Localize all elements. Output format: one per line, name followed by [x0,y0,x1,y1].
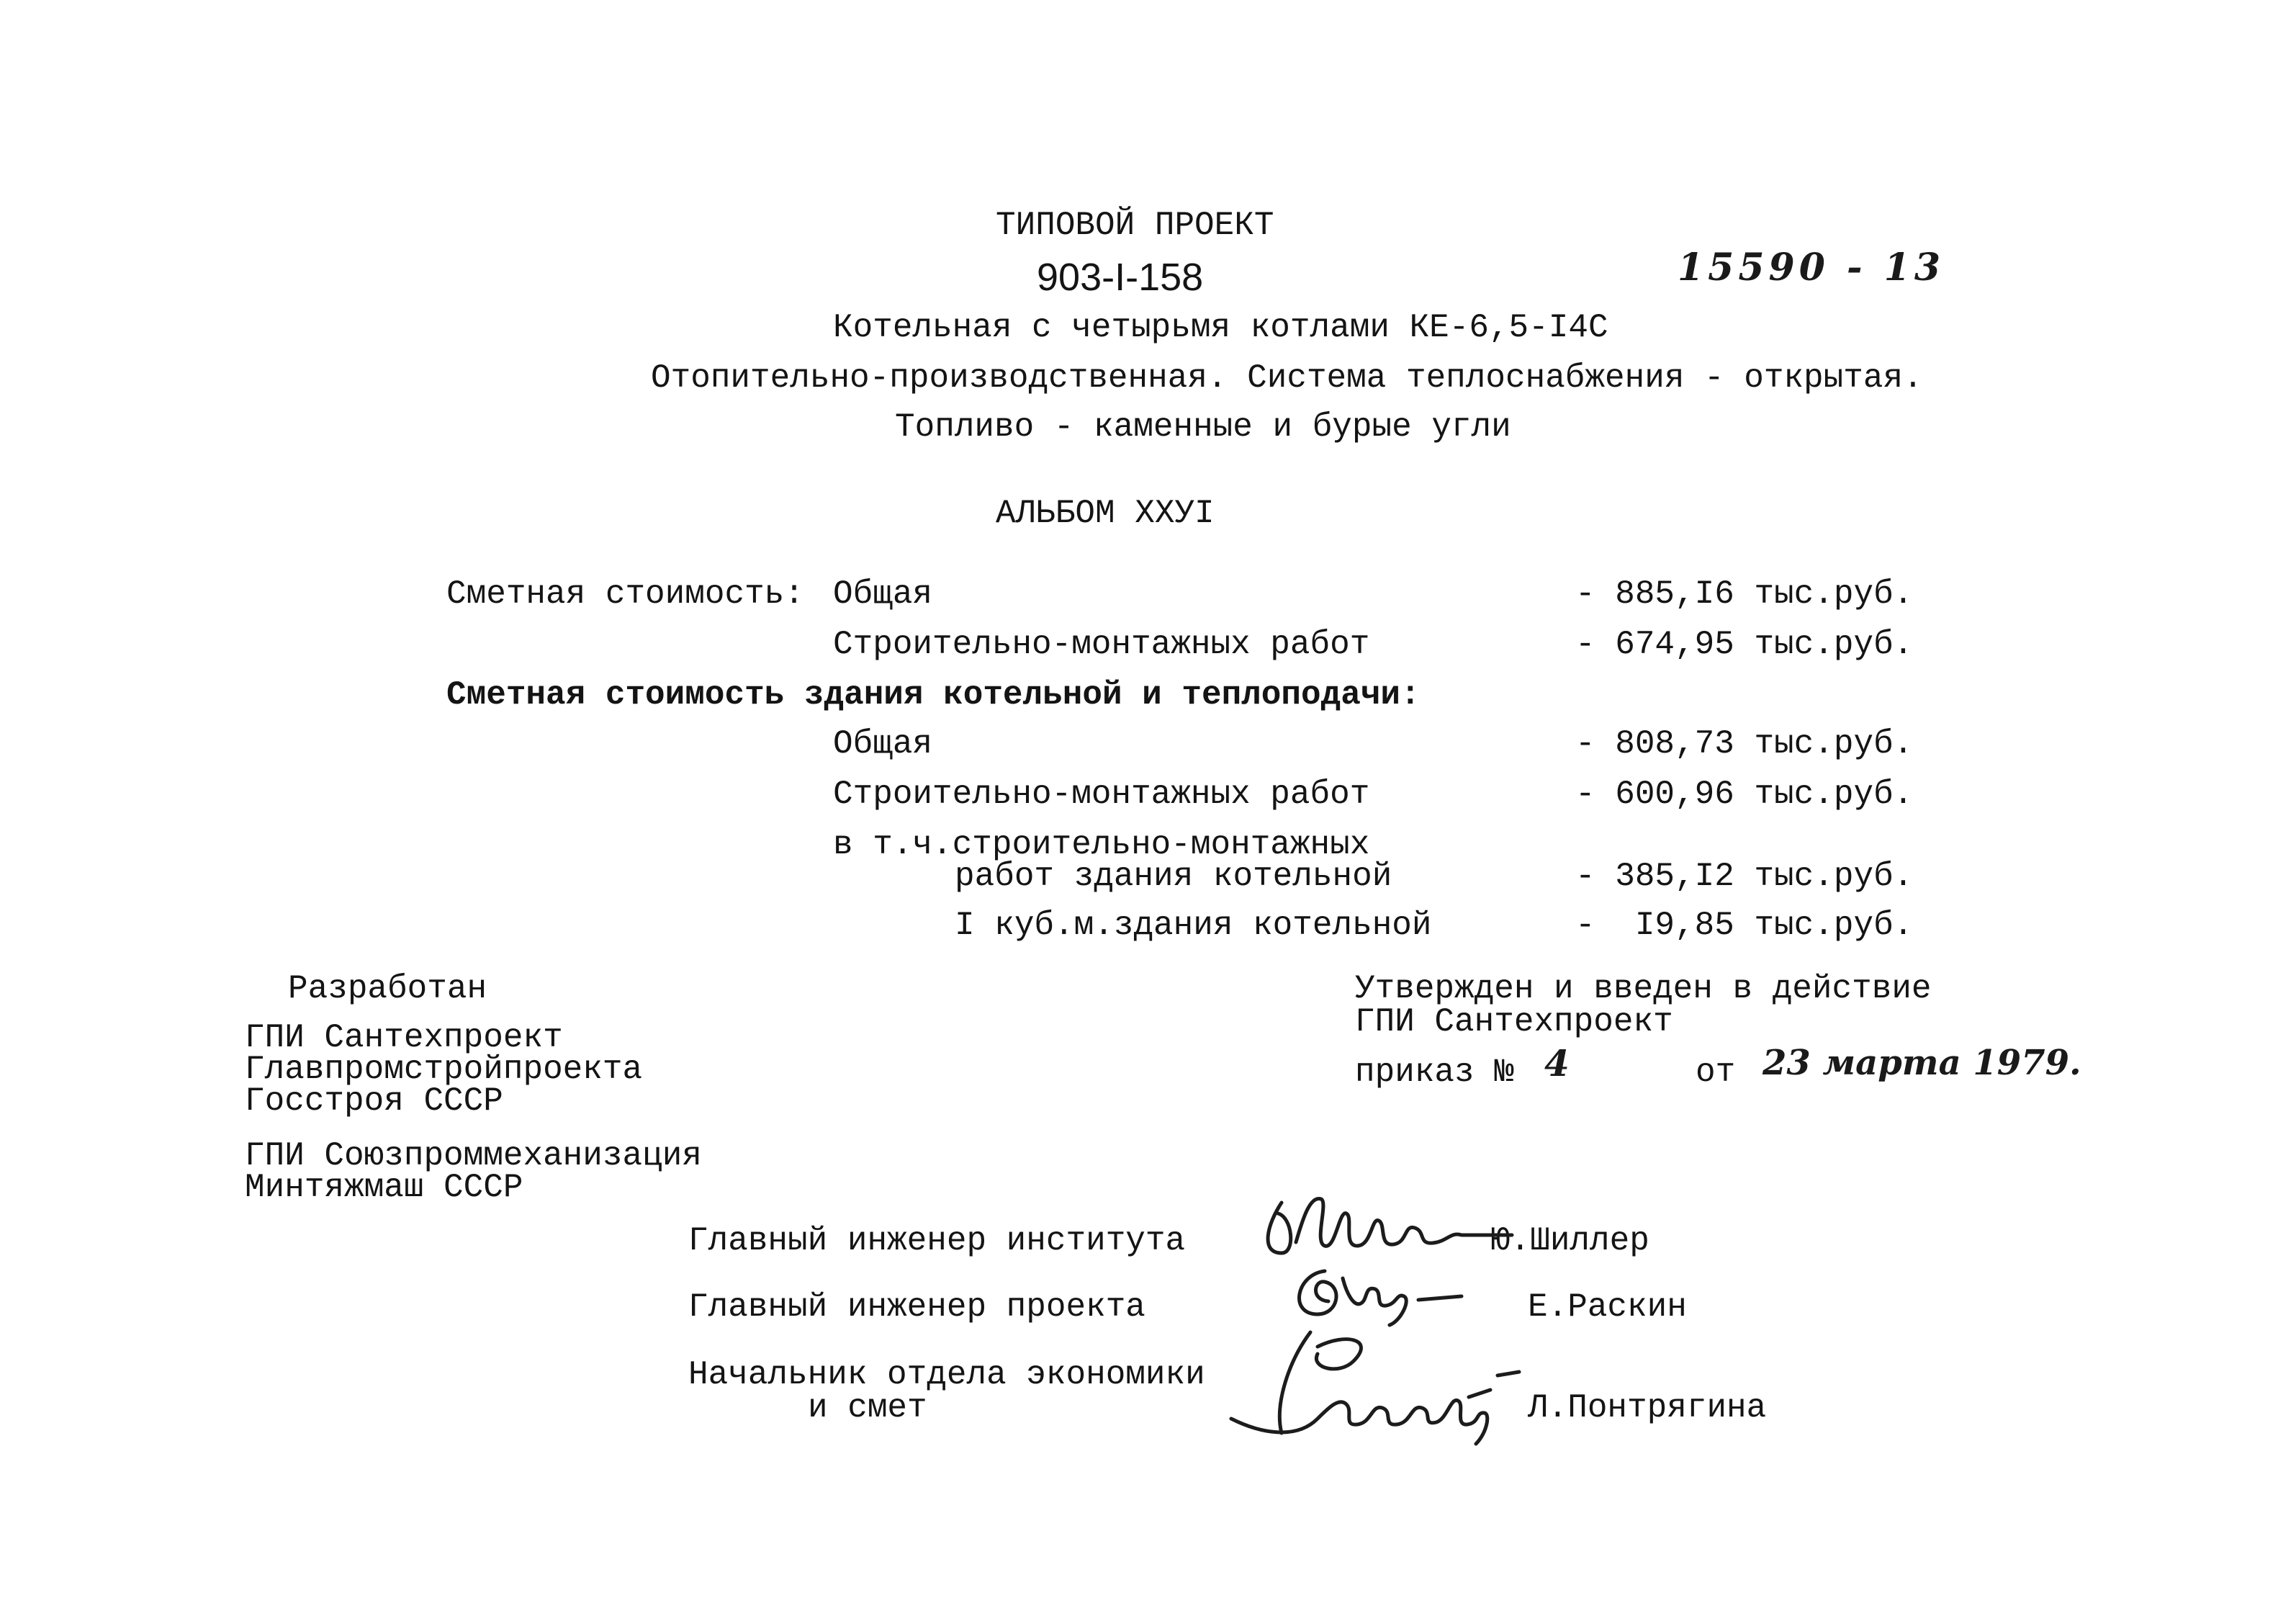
cost-row-value: - I9,85 тыс.руб. [1575,907,1914,944]
signatory-position: Главный инженер института [688,1222,1186,1260]
approval-line-1: Утвержден и введен в действие [1355,970,1932,1007]
developer-heading: Разработан [288,970,487,1007]
cost-row-label: Общая [833,575,933,613]
cost-row-label: в т.ч.строительно-монтажных [833,826,1370,863]
signatory-name: Ю.Шиллер [1490,1222,1649,1260]
approval-line-2: ГПИ Сантехпроект [1355,1003,1673,1041]
order-number: 4 [1544,1042,1570,1085]
signatory-name: Л.Понтрягина [1528,1389,1767,1427]
cost-row-label: Строительно-монтажных работ [833,626,1370,663]
order-label: приказ № [1355,1054,1514,1091]
approval-date: 23 марта 1979. [1762,1043,2081,1083]
signature-pontryagina [1202,1318,1526,1462]
cost-row-value: - 808,73 тыс.руб. [1575,725,1914,763]
signatory-position: Начальник отдела экономики [688,1356,1205,1393]
title-line-2: Отопительно-производственная. Система теплоснабжения - открытая. [651,359,1923,397]
cost-section-1-label: Сметная стоимость: [446,575,804,613]
cost-row-value: - 385,I2 тыс.руб. [1575,858,1914,895]
project-number: 903-I-158 [1037,256,1204,299]
developer-org-line: Главпромстройпроекта [245,1051,643,1088]
signatory-position-continuation: и смет [808,1389,927,1427]
cost-row-value: - 885,I6 тыс.руб. [1575,575,1914,613]
inventory-number: 15590 - 13 [1678,246,1945,289]
developer-org-line: Минтяжмаш СССР [245,1169,523,1206]
title-line-1: Котельная с четырьмя котлами КЕ-6,5-I4С [833,309,1608,346]
developer-org-line: ГПИ Союзпроммеханизация [245,1137,702,1175]
cost-row-value: - 600,96 тыс.руб. [1575,776,1914,813]
cost-row-label: Строительно-монтажных работ [833,776,1370,813]
cost-row-label-continuation: работ здания котельной [955,858,1392,895]
cost-row-value: - 674,95 тыс.руб. [1575,626,1914,663]
album-title: АЛЬБОМ ХХУI [996,495,1215,532]
developer-org-line: Госстроя СССР [245,1082,503,1120]
date-label: от [1696,1054,1736,1091]
cost-section-2-label: Сметная стоимость здания котельной и теплоподачи: [446,676,1421,714]
signatory-position: Главный инженер проекта [688,1288,1145,1326]
cost-row-label: Общая [833,725,933,763]
signatory-name: Е.Раскин [1528,1288,1687,1326]
cost-row-label: I куб.м.здания котельной [955,907,1432,944]
document-label: ТИПОВОЙ ПРОЕКТ [996,207,1274,244]
title-line-3: Топливо - каменные и бурые угли [895,408,1511,446]
developer-org-line: ГПИ Сантехпроект [245,1019,563,1056]
